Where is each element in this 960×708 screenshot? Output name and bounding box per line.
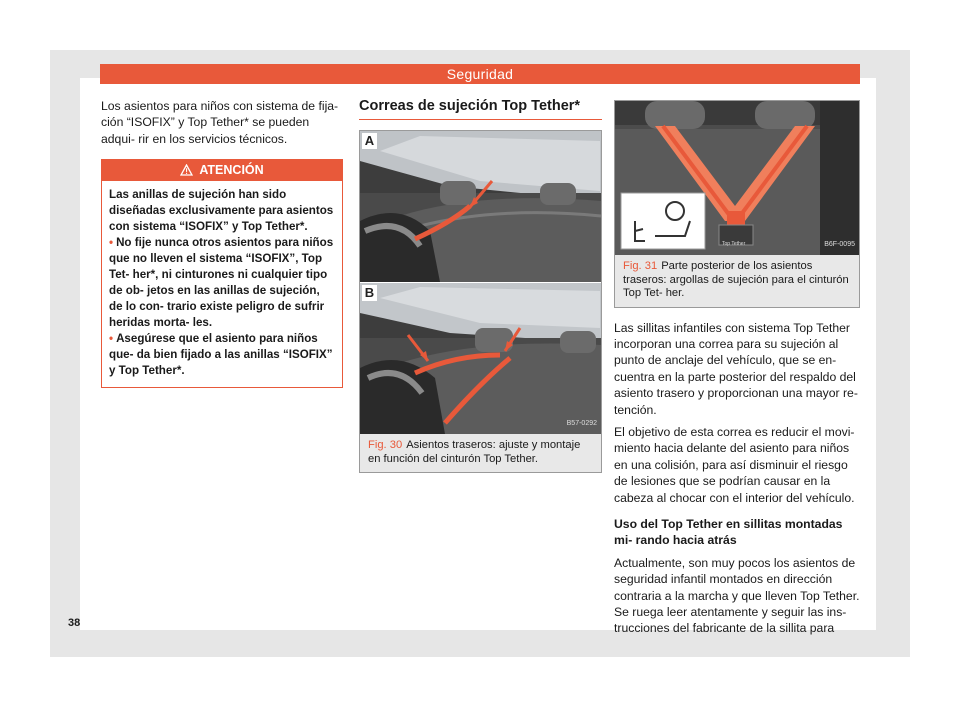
body-paragraph: Las sillitas infantiles con sistema Top Tether incorporan una correa para su sujeción al punto de anclaje del vehículo, que se en- cuentra en la parte posterior del respaldo del asiento trasero y proporcionan una mayor re- tención. [614,320,858,417]
warning-header [102,160,342,181]
panel-label-b: B [362,285,377,301]
figure-30-caption [360,434,601,472]
figure-number: Fig. 30 [368,439,403,452]
warning-bullet-text: No fije nunca otros asientos para niños que no lleven el sistema “ISOFIX”, Top Tet- her*, ni cinturones ni cualquier tipo de ob- jetos en las anillas de sujeción, de lo con- trario existe peligro de sufrir heridas morta- les. [109,236,334,330]
right-column [614,100,860,643]
rear-seat-illustration-b [360,283,601,434]
caption-text: Asientos traseros: ajuste y montaje en función del cinturón Top Tether. [368,439,581,465]
top-tether-tag: Top Tether [722,241,746,247]
body-paragraph: Actualmente, son muy pocos los asientos de seguridad infantil montados en dirección contraria a la marcha y que lleven Top Tether. Se ruega leer atentamente y seguir las ins- trucciones del fabricante de la sillita para [614,555,860,636]
figure-30-panel-a [360,131,601,282]
rear-seat-illustration-a [360,131,601,282]
middle-column [359,98,602,473]
warning-box [101,159,343,388]
seat-back-illustration [615,101,859,255]
warning-bullet [109,235,335,331]
figure-number: Fig. 31 [623,260,658,272]
caption-text: Parte posterior de los asientos traseros: argollas de sujeción para el cinturón Top Tet- her. [623,260,849,299]
body-paragraph: El objetivo de esta correa es reducir el movi- miento hacia delante del asiento para niños en una colisión, para así disminuir el riesgo de lesiones que se podrían causar en la cabeza al chocar con el interior del vehículo. [614,424,855,505]
intro-paragraph: Los asientos para niños con sistema de fija- ción “ISOFIX” y Top Tether* se pueden adqui- rir en los servicios técnicos. [101,99,339,146]
warning-title: ATENCIÓN [199,163,264,178]
image-code: B57-0292 [566,420,597,427]
section-header: Seguridad [100,64,860,84]
panel-label-a: A [362,133,377,149]
figure-30-panel-b [360,282,601,434]
section-title: Correas de sujeción Top Tether* [359,98,602,120]
warning-text: Las anillas de sujeción han sido diseñadas exclusivamente para asientos con sistema “ISOFIX” y Top Tether*. [109,188,334,234]
figure-31-image [615,101,859,255]
left-column [101,98,343,388]
page-number: 38 [68,617,81,629]
warning-bullet-text: Asegúrese que el asiento para niños que- da bien fijado a las anillas “ISOFIX” y Top Tether*. [109,332,333,378]
image-code: B6F-0095 [824,240,855,248]
subheading: Uso del Top Tether en sillitas montadas mi- rando hacia atrás [614,516,843,548]
warning-bullet [109,331,335,379]
warning-triangle-icon [180,164,193,176]
figure-31 [614,100,860,308]
bullet-icon: • [109,332,114,346]
bullet-icon: • [109,236,114,250]
figure-31-caption [615,255,859,307]
figure-30 [359,130,602,473]
